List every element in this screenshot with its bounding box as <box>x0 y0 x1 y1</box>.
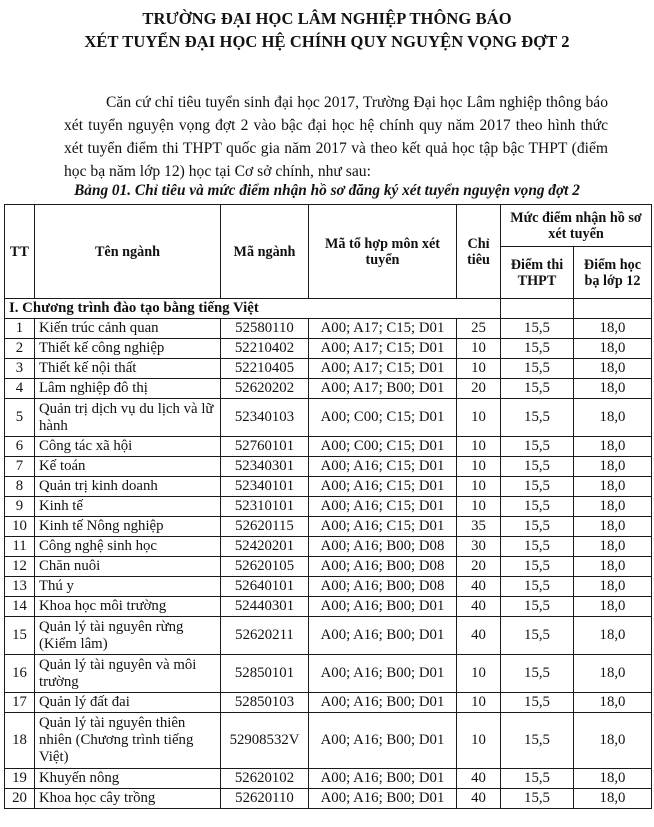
score-thpt-cell: 15,5 <box>501 319 574 339</box>
header-quota: Chỉ tiêu <box>457 205 501 299</box>
table-row <box>5 457 652 477</box>
header-major-name: Tên ngành <box>35 205 221 299</box>
score-thpt-cell: 15,5 <box>501 617 574 655</box>
score-hocba-cell: 18,0 <box>574 437 652 457</box>
quota-cell: 20 <box>457 379 501 399</box>
score-hocba-cell: 18,0 <box>574 359 652 379</box>
table-caption: Bảng 01. Chỉ tiêu và mức điểm nhận hồ sơ đăng ký xét tuyển nguyện vọng đợt 2 <box>74 182 580 199</box>
major-code-cell: 52310101 <box>221 497 309 517</box>
major-name-cell: Kế toán <box>35 457 221 477</box>
table-row <box>5 477 652 497</box>
score-thpt-cell: 15,5 <box>501 359 574 379</box>
row-number: 6 <box>5 437 35 457</box>
major-code-cell: 52210405 <box>221 359 309 379</box>
score-hocba-cell: 18,0 <box>574 557 652 577</box>
score-thpt-cell: 15,5 <box>501 399 574 437</box>
major-code-cell: 52440301 <box>221 597 309 617</box>
score-thpt-cell: 15,5 <box>501 693 574 713</box>
major-code-cell: 52640101 <box>221 577 309 597</box>
major-name-cell: Quản lý tài nguyên thiên nhiên (Chương trình tiếng Việt) <box>35 713 221 769</box>
major-name-cell: Chăn nuôi <box>35 557 221 577</box>
score-hocba-cell: 18,0 <box>574 577 652 597</box>
major-code-cell: 52420201 <box>221 537 309 557</box>
major-name-cell: Khoa học cây trồng <box>35 789 221 809</box>
document-title-line-1: TRƯỜNG ĐẠI HỌC LÂM NGHIỆP THÔNG BÁO <box>142 9 512 28</box>
quota-cell: 40 <box>457 789 501 809</box>
score-thpt-cell: 15,5 <box>501 789 574 809</box>
score-thpt-cell: 15,5 <box>501 537 574 557</box>
score-thpt-cell: 15,5 <box>501 339 574 359</box>
row-number: 20 <box>5 789 35 809</box>
row-number: 19 <box>5 769 35 789</box>
row-number: 4 <box>5 379 35 399</box>
major-name-cell: Quản lý tài nguyên và môi trường <box>35 655 221 693</box>
quota-cell: 40 <box>457 617 501 655</box>
major-name-cell: Lâm nghiệp đô thị <box>35 379 221 399</box>
score-hocba-cell: 18,0 <box>574 497 652 517</box>
combo-cell: A00; A16; B00; D01 <box>309 769 457 789</box>
combo-cell: A00; A16; B00; D01 <box>309 693 457 713</box>
major-code-cell: 52580110 <box>221 319 309 339</box>
quota-cell: 10 <box>457 399 501 437</box>
combo-cell: A00; C00; C15; D01 <box>309 437 457 457</box>
table-row <box>5 537 652 557</box>
section-empty-cell <box>574 299 652 319</box>
table-row <box>5 713 652 769</box>
table-row <box>5 497 652 517</box>
row-number: 7 <box>5 457 35 477</box>
major-name-cell: Khoa học môi trường <box>35 597 221 617</box>
major-code-cell: 52340301 <box>221 457 309 477</box>
quota-cell: 10 <box>457 457 501 477</box>
major-name-cell: Công nghệ sinh học <box>35 537 221 557</box>
score-thpt-cell: 15,5 <box>501 557 574 577</box>
major-name-cell: Thú y <box>35 577 221 597</box>
major-code-cell: 52620105 <box>221 557 309 577</box>
score-thpt-cell: 15,5 <box>501 497 574 517</box>
quota-cell: 10 <box>457 437 501 457</box>
header-major-code: Mã ngành <box>221 205 309 299</box>
score-hocba-cell: 18,0 <box>574 713 652 769</box>
combo-cell: A00; A16; C15; D01 <box>309 457 457 477</box>
major-name-cell: Quản trị dịch vụ du lịch và lữ hành <box>35 399 221 437</box>
major-name-cell: Thiết kế nội thất <box>35 359 221 379</box>
table-row <box>5 769 652 789</box>
score-hocba-cell: 18,0 <box>574 537 652 557</box>
quota-cell: 40 <box>457 597 501 617</box>
combo-cell: A00; A16; B00; D01 <box>309 617 457 655</box>
score-thpt-cell: 15,5 <box>501 379 574 399</box>
score-hocba-cell: 18,0 <box>574 517 652 537</box>
major-name-cell: Quản trị kinh doanh <box>35 477 221 497</box>
combo-cell: A00; A16; B00; D08 <box>309 557 457 577</box>
major-code-cell: 52620115 <box>221 517 309 537</box>
score-thpt-cell: 15,5 <box>501 477 574 497</box>
quota-cell: 10 <box>457 655 501 693</box>
major-code-cell: 52620102 <box>221 769 309 789</box>
score-hocba-cell: 18,0 <box>574 477 652 497</box>
score-hocba-cell: 18,0 <box>574 379 652 399</box>
major-code-cell: 52850101 <box>221 655 309 693</box>
major-name-cell: Kiến trúc cảnh quan <box>35 319 221 339</box>
header-score-hocba: Điểm học bạ lớp 12 <box>574 247 652 299</box>
row-number: 17 <box>5 693 35 713</box>
major-code-cell: 52908532V <box>221 713 309 769</box>
table-row <box>5 517 652 537</box>
major-code-cell: 52210402 <box>221 339 309 359</box>
table-row <box>5 693 652 713</box>
header-score-thpt: Điểm thi THPT <box>501 247 574 299</box>
major-code-cell: 52340103 <box>221 399 309 437</box>
row-number: 12 <box>5 557 35 577</box>
score-hocba-cell: 18,0 <box>574 655 652 693</box>
score-hocba-cell: 18,0 <box>574 457 652 477</box>
combo-cell: A00; A16; B00; D08 <box>309 577 457 597</box>
section-empty-cell <box>501 299 574 319</box>
row-number: 11 <box>5 537 35 557</box>
combo-cell: A00; A16; B00; D01 <box>309 789 457 809</box>
combo-cell: A00; A17; C15; D01 <box>309 359 457 379</box>
score-thpt-cell: 15,5 <box>501 577 574 597</box>
combo-cell: A00; A17; C15; D01 <box>309 319 457 339</box>
table-row <box>5 379 652 399</box>
score-thpt-cell: 15,5 <box>501 457 574 477</box>
major-name-cell: Công tác xã hội <box>35 437 221 457</box>
score-thpt-cell: 15,5 <box>501 713 574 769</box>
score-hocba-cell: 18,0 <box>574 789 652 809</box>
score-hocba-cell: 18,0 <box>574 339 652 359</box>
section-row <box>5 299 652 319</box>
section-title: I. Chương trình đào tạo bằng tiếng Việt <box>5 299 501 319</box>
score-thpt-cell: 15,5 <box>501 597 574 617</box>
major-name-cell: Khuyến nông <box>35 769 221 789</box>
table-row <box>5 655 652 693</box>
table-row <box>5 617 652 655</box>
combo-cell: A00; C00; C15; D01 <box>309 399 457 437</box>
quota-cell: 35 <box>457 517 501 537</box>
major-name-cell: Kinh tế Nông nghiệp <box>35 517 221 537</box>
major-code-cell: 52340101 <box>221 477 309 497</box>
major-name-cell: Thiết kế công nghiệp <box>35 339 221 359</box>
row-number: 18 <box>5 713 35 769</box>
row-number: 10 <box>5 517 35 537</box>
combo-cell: A00; A17; B00; D01 <box>309 379 457 399</box>
score-hocba-cell: 18,0 <box>574 319 652 339</box>
combo-cell: A00; A16; B00; D08 <box>309 537 457 557</box>
combo-cell: A00; A16; C15; D01 <box>309 517 457 537</box>
quota-cell: 25 <box>457 319 501 339</box>
row-number: 3 <box>5 359 35 379</box>
document-title-line-2: XÉT TUYỂN ĐẠI HỌC HỆ CHÍNH QUY NGUYỆN VỌNG ĐỢT 2 <box>84 32 570 51</box>
row-number: 14 <box>5 597 35 617</box>
score-hocba-cell: 18,0 <box>574 617 652 655</box>
quota-cell: 10 <box>457 359 501 379</box>
major-name-cell: Kinh tế <box>35 497 221 517</box>
table-row <box>5 577 652 597</box>
table-row <box>5 557 652 577</box>
score-thpt-cell: 15,5 <box>501 517 574 537</box>
admission-table <box>4 204 652 809</box>
table-header-row-1 <box>5 205 652 247</box>
intro-paragraph: Căn cứ chỉ tiêu tuyển sinh đại học 2017, Trường Đại học Lâm nghiệp thông báo xét tuyển nguyện vọng đợt 2 vào bậc đại học hệ chính quy năm 2017 theo hình thức xét tuyển điểm thi THPT quốc gia năm 2017 và theo kết quả học tập bậc THPT (điểm học bạ năm lớp 12) học tại Cơ sở chính, như sau: <box>64 94 608 180</box>
quota-cell: 10 <box>457 477 501 497</box>
score-hocba-cell: 18,0 <box>574 597 652 617</box>
combo-cell: A00; A16; C15; D01 <box>309 497 457 517</box>
table-row <box>5 319 652 339</box>
quota-cell: 10 <box>457 339 501 359</box>
major-code-cell: 52620202 <box>221 379 309 399</box>
row-number: 5 <box>5 399 35 437</box>
score-thpt-cell: 15,5 <box>501 437 574 457</box>
quota-cell: 10 <box>457 713 501 769</box>
quota-cell: 10 <box>457 693 501 713</box>
combo-cell: A00; A17; C15; D01 <box>309 339 457 359</box>
major-code-cell: 52850103 <box>221 693 309 713</box>
table-row <box>5 339 652 359</box>
score-thpt-cell: 15,5 <box>501 655 574 693</box>
quota-cell: 40 <box>457 769 501 789</box>
row-number: 8 <box>5 477 35 497</box>
major-code-cell: 52760101 <box>221 437 309 457</box>
quota-cell: 40 <box>457 577 501 597</box>
combo-cell: A00; A16; B00; D01 <box>309 597 457 617</box>
score-thpt-cell: 15,5 <box>501 769 574 789</box>
score-hocba-cell: 18,0 <box>574 399 652 437</box>
major-code-cell: 52620211 <box>221 617 309 655</box>
score-hocba-cell: 18,0 <box>574 693 652 713</box>
combo-cell: A00; A16; C15; D01 <box>309 477 457 497</box>
combo-cell: A00; A16; B00; D01 <box>309 713 457 769</box>
table-row <box>5 359 652 379</box>
header-combo: Mã tổ hợp môn xét tuyển <box>309 205 457 299</box>
table-row <box>5 437 652 457</box>
row-number: 2 <box>5 339 35 359</box>
major-code-cell: 52620110 <box>221 789 309 809</box>
score-hocba-cell: 18,0 <box>574 769 652 789</box>
quota-cell: 10 <box>457 497 501 517</box>
major-name-cell: Quản lý đất đai <box>35 693 221 713</box>
header-tt: TT <box>5 205 35 299</box>
row-number: 9 <box>5 497 35 517</box>
row-number: 13 <box>5 577 35 597</box>
row-number: 15 <box>5 617 35 655</box>
table-row <box>5 597 652 617</box>
row-number: 16 <box>5 655 35 693</box>
row-number: 1 <box>5 319 35 339</box>
table-row <box>5 399 652 437</box>
quota-cell: 20 <box>457 557 501 577</box>
header-score-group: Mức điểm nhận hồ sơ xét tuyển <box>501 205 652 247</box>
major-name-cell: Quản lý tài nguyên rừng (Kiểm lâm) <box>35 617 221 655</box>
quota-cell: 30 <box>457 537 501 557</box>
table-row <box>5 789 652 809</box>
combo-cell: A00; A16; B00; D01 <box>309 655 457 693</box>
